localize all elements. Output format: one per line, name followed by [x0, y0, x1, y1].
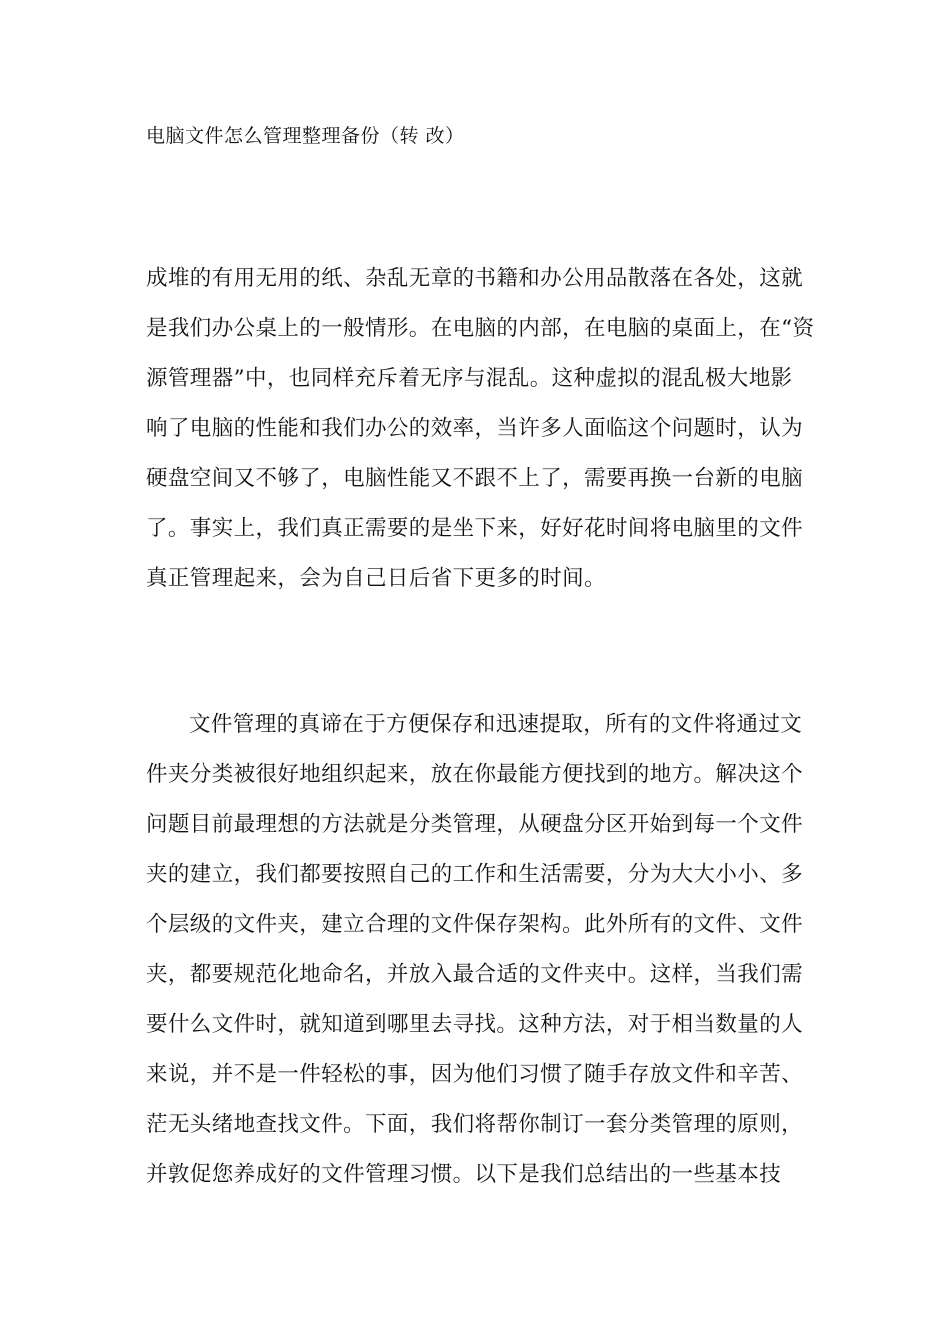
- paragraph-line: 真正管理起来，会为自己日后省下更多的时间。: [146, 566, 606, 591]
- paragraph-line: 源管理器”中，也同样充斥着无序与混乱。这种虚拟的混乱极大地影: [146, 366, 793, 391]
- paragraph-line: 并敦促您养成好的文件管理习惯。以下是我们总结出的一些基本技: [146, 1162, 782, 1187]
- paragraph-line: 成堆的有用无用的纸、杂乱无章的书籍和办公用品散落在各处，这就: [146, 266, 804, 291]
- paragraph-line: 夹的建立，我们都要按照自己的工作和生活需要，分为大大小小、多: [146, 862, 804, 887]
- paragraph-line: 要什么文件时，就知道到哪里去寻找。这种方法，对于相当数量的人: [146, 1012, 804, 1037]
- paragraph-line: 响了电脑的性能和我们办公的效率，当许多人面临这个问题时，认为: [146, 416, 804, 441]
- paragraph-line: 来说，并不是一件轻松的事，因为他们习惯了随手存放文件和辛苦、: [146, 1062, 804, 1087]
- paragraph-line: 茫无头绪地查找文件。下面，我们将帮你制订一套分类管理的原则，: [146, 1112, 804, 1137]
- paragraph-line: 是我们办公桌上的一般情形。在电脑的内部，在电脑的桌面上，在“资: [146, 316, 815, 341]
- paragraph-line: 个层级的文件夹，建立合理的文件保存架构。此外所有的文件、文件: [146, 912, 804, 937]
- paragraph-line: 问题目前最理想的方法就是分类管理，从硬盘分区开始到每一个文件: [146, 812, 804, 837]
- paragraph-line: 了。事实上，我们真正需要的是坐下来，好好花时间将电脑里的文件: [146, 516, 804, 541]
- paragraph-intro: [146, 254, 816, 604]
- document-title: 电脑文件怎么管理整理备份（转 改）: [146, 125, 465, 147]
- paragraph-file-management: [146, 700, 816, 1200]
- paragraph-line: 件夹分类被很好地组织起来，放在你最能方便找到的地方。解决这个: [146, 762, 804, 787]
- paragraph-line: 硬盘空间又不够了，电脑性能又不跟不上了，需要再换一台新的电脑: [146, 466, 804, 491]
- paragraph-line: 夹，都要规范化地命名，并放入最合适的文件夹中。这样，当我们需: [146, 962, 804, 987]
- paragraph-line: 文件管理的真谛在于方便保存和迅速提取，所有的文件将通过文: [189, 712, 803, 737]
